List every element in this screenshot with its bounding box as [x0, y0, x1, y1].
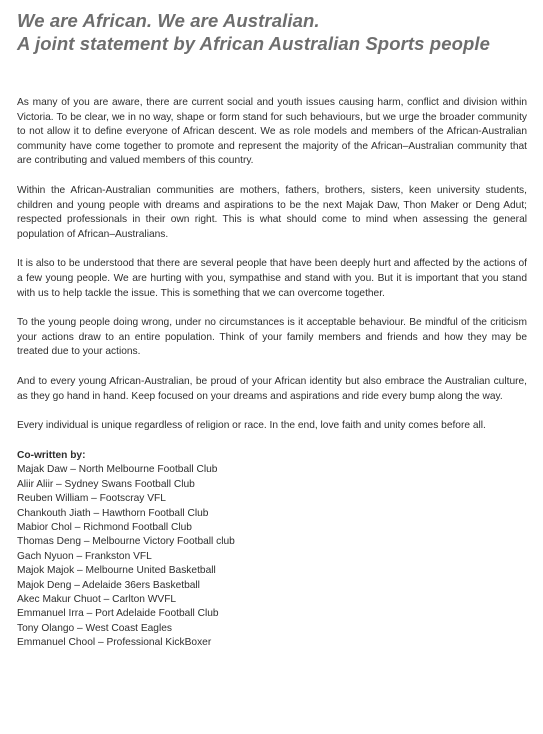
title-line-1: We are African. We are Australian.: [17, 10, 320, 31]
author-item: Aliir Aliir – Sydney Swans Football Club: [17, 478, 195, 490]
author-item: Majak Daw – North Melbourne Football Club: [17, 464, 218, 476]
author-item: Mabior Chol – Richmond Football Club: [17, 521, 192, 533]
paragraph-young-people: To the young people doing wrong, under no circumstances is it acceptable behaviour. Be mindful of the criticism your actions draw to an entire population. Think of your family members and friends and how they may be treated due to your actions.: [17, 317, 527, 358]
cowritten-heading: Co-written by:: [17, 449, 86, 461]
paragraph-unity: Every individual is unique regardless of religion or race. In the end, love faith and unity comes before all.: [17, 420, 486, 432]
paragraph-communities: Within the African-Australian communities are mothers, fathers, brothers, sisters, keen university students, children and young people with dreams and aspirations to be the next Majak Daw, Thon Maker or Deng Adut; respected professionals in their own right. This is what should come to mind when assessing the general population of African–Australians.: [17, 184, 527, 240]
title-line-2: A joint statement by African Australian Sports people: [17, 33, 491, 54]
author-item: Gach Nyuon – Frankston VFL: [17, 550, 152, 562]
paragraph-intro: As many of you are aware, there are current social and youth issues causing harm, conflict and division within Victoria. To be clear, we in no way, shape or form stand for such behaviours, but we urge the broader community to not allow it to define everyone of African descent. We as role models and members of the African-Australian community have come together to promote and represent the majority of the African–Australian community that are contributing and valued members of this country.: [17, 97, 527, 167]
author-item: Emmanuel Chool – Professional KickBoxer: [17, 637, 212, 649]
author-item: Emmanuel Irra – Port Adelaide Football Club: [17, 608, 219, 620]
author-item: Thomas Deng – Melbourne Victory Football club: [17, 536, 235, 548]
author-item: Reuben William – Footscray VFL: [17, 493, 166, 505]
author-list: [17, 463, 527, 650]
author-item: Chankouth Jiath – Hawthorn Football Club: [17, 507, 209, 519]
author-item: Tony Olango – West Coast Eagles: [17, 622, 172, 634]
paragraph-identity: And to every young African-Australian, be proud of your African identity but also embrace the Australian culture, as they go hand in hand. Keep focused on your dreams and aspirations and ride every bump along the way.: [17, 375, 527, 402]
author-item: Akec Makur Chuot – Carlton WVFL: [17, 593, 177, 605]
paragraph-hurt: It is also to be understood that there are several people that have been deeply hurt and affected by the actions of a few young people. We are hurting with you, sympathise and stand with you. But it is important that you stand with us to help tackle the issue. This is something that we can overcome together.: [17, 258, 527, 299]
author-item: Majok Deng – Adelaide 36ers Basketball: [17, 579, 200, 591]
author-item: Majok Majok – Melbourne United Basketball: [17, 565, 216, 577]
title-block: [17, 9, 527, 55]
